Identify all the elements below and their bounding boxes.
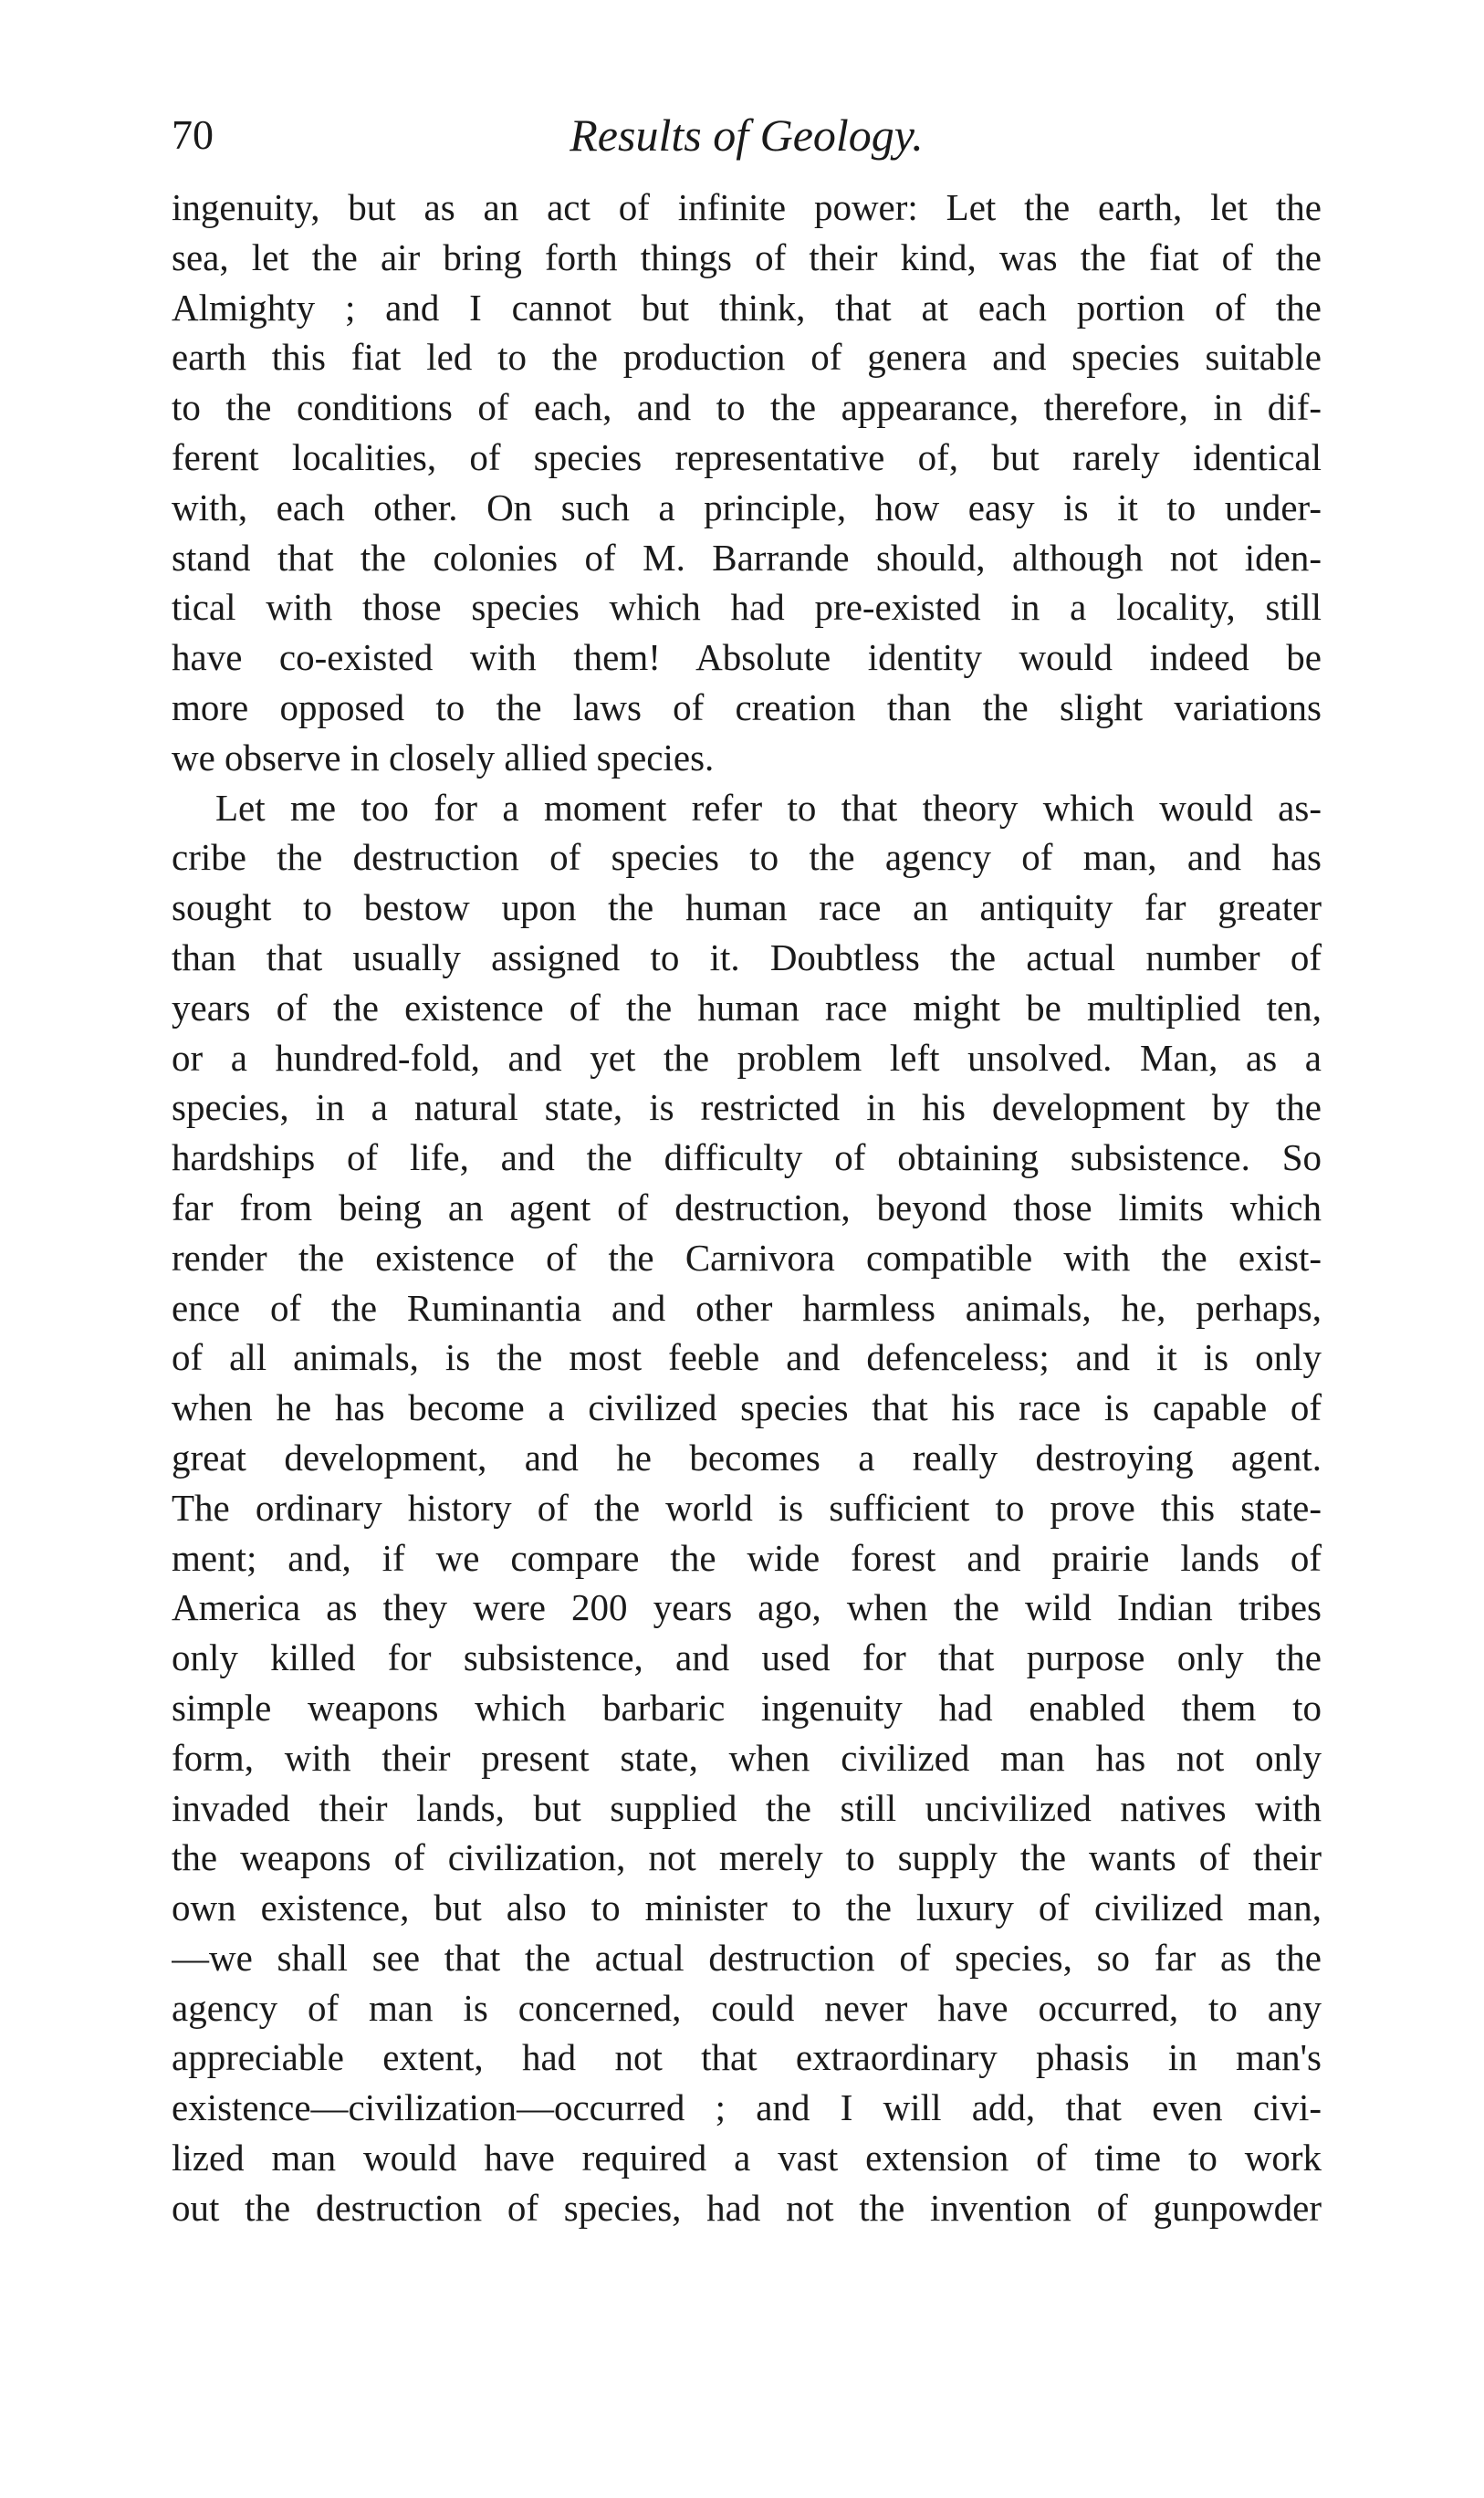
text-line: agency of man is concerned, could never have occurred, to any xyxy=(172,1986,1322,2029)
text-line: ingenuity, but as an act of infinite power: Let the earth, let the xyxy=(172,186,1322,228)
text-line: sea, let the air bring forth things of their kind, was the fiat of the xyxy=(172,235,1322,278)
text-line: ment; and, if we compare the wide forest and prairie lands of xyxy=(172,1536,1322,1579)
text-line: have co-existed with them! Absolute identity would indeed be xyxy=(172,636,1322,679)
text-line: Almighty ; and I cannot but think, that at each portion of the xyxy=(172,286,1322,329)
text-line: years of the existence of the human race might be multiplied ten, xyxy=(172,986,1322,1029)
text-line: America as they were 200 years ago, when the wild Indian tribes xyxy=(172,1586,1322,1629)
running-head: Results of Geology. xyxy=(570,110,924,161)
text-line: form, with their present state, when civilized man has not only xyxy=(172,1736,1322,1779)
text-line: or a hundred-fold, and yet the problem left unsolved. Man, as a xyxy=(172,1036,1322,1079)
body-text xyxy=(172,183,1322,2233)
page-number: 70 xyxy=(172,111,214,158)
text-line: stand that the colonies of M. Barrande should, although not iden- xyxy=(172,536,1322,579)
page-header xyxy=(172,99,1322,172)
paragraph-start-line: Let me too for a moment refer to that theory which would as- xyxy=(215,786,1322,829)
text-line: invaded their lands, but supplied the still uncivilized natives with xyxy=(172,1786,1322,1829)
text-line: render the existence of the Carnivora compatible with the exist- xyxy=(172,1236,1322,1279)
text-line: more opposed to the laws of creation than the slight variations xyxy=(172,685,1322,728)
text-line: ferent localities, of species representative of, but rarely identical xyxy=(172,435,1322,478)
text-line: only killed for subsistence, and used for that purpose only the xyxy=(172,1636,1322,1679)
text-line: cribe the destruction of species to the agency of man, and has xyxy=(172,836,1322,879)
text-line: own existence, but also to minister to the luxury of civilized man, xyxy=(172,1887,1322,1929)
text-line: to the conditions of each, and to the appearance, therefore, in dif- xyxy=(172,386,1322,429)
text-line: of all animals, is the most feeble and defenceless; and it is only xyxy=(172,1336,1322,1379)
text-line: the weapons of civilization, not merely to supply the wants of their xyxy=(172,1836,1322,1879)
text-line: —we shall see that the actual destruction of species, so far as the xyxy=(172,1936,1322,1979)
text-line: with, each other. On such a principle, how easy is it to under- xyxy=(172,486,1322,528)
text-line: The ordinary history of the world is sufficient to prove this state- xyxy=(172,1486,1322,1529)
text-line: hardships of life, and the difficulty of obtaining subsistence. So xyxy=(172,1136,1322,1179)
text-line: sought to bestow upon the human race an antiquity far greater xyxy=(172,886,1322,929)
text-line: existence—civilization—occurred ; and I will add, that even civi- xyxy=(172,2086,1322,2129)
text-line: than that usually assigned to it. Doubtless the actual number of xyxy=(172,935,1322,978)
text-line: appreciable extent, had not that extraordinary phasis in man's xyxy=(172,2036,1322,2079)
text-line: species, in a natural state, is restricted in his development by the xyxy=(172,1086,1322,1129)
text-line: ence of the Ruminantia and other harmless animals, he, perhaps, xyxy=(172,1286,1322,1329)
text-line: tical with those species which had pre-existed in a locality, still xyxy=(172,586,1322,629)
text-line: simple weapons which barbaric ingenuity had enabled them to xyxy=(172,1686,1322,1729)
text-line: far from being an agent of destruction, beyond those limits which xyxy=(172,1186,1322,1228)
text-line: earth this fiat led to the production of genera and species suitable xyxy=(172,336,1322,379)
text-line: great development, and he becomes a really destroying agent. xyxy=(172,1436,1322,1479)
paragraph-end-line: we observe in closely allied species. xyxy=(172,736,715,779)
text-line: when he has become a civilized species that his race is capable of xyxy=(172,1386,1322,1429)
text-line: lized man would have required a vast extension of time to work xyxy=(172,2137,1322,2179)
text-line: out the destruction of species, had not the invention of gunpowder xyxy=(172,2186,1322,2229)
